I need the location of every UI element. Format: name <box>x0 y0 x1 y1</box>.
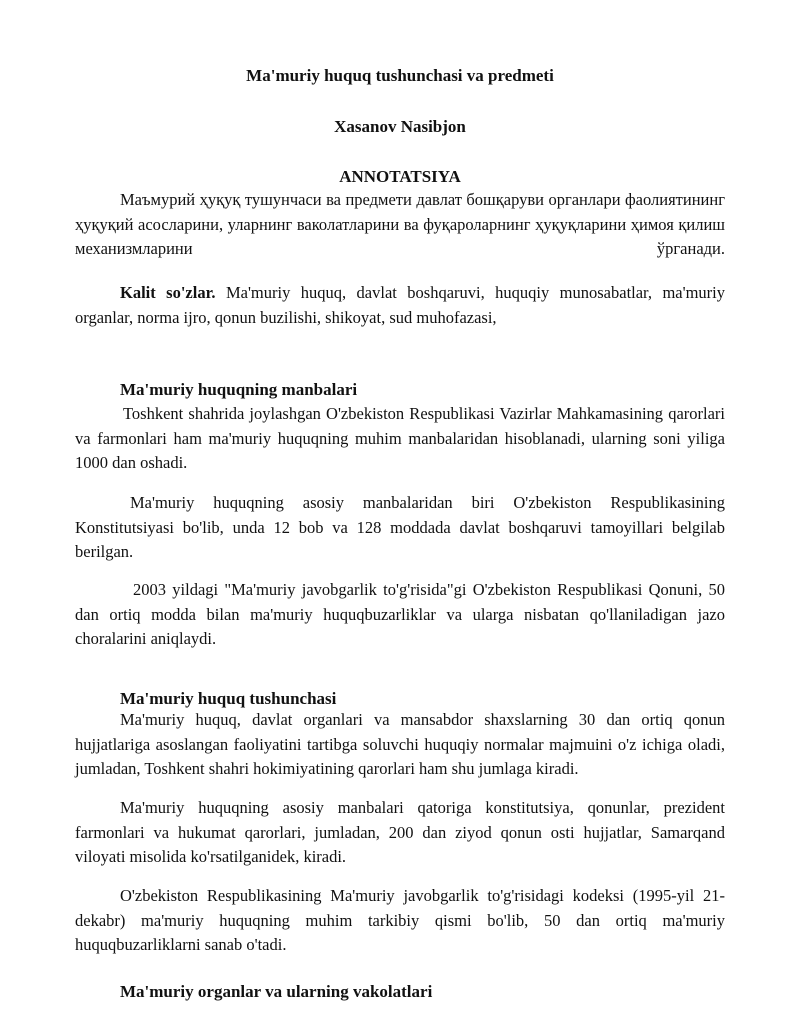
annotation-heading: ANNOTATSIYA <box>339 167 461 186</box>
document-title: Ma'muriy huquq tushunchasi va predmeti <box>246 66 554 85</box>
section-paragraph: O'zbekiston Respublikasining Ma'muriy javobgarlik to'g'risidagi kodeksi (1995-yil 21-dekabr) ma'muriy huquqning muhim tarkibiy qismi bo'lib, 50 dan ortiq ma'muriy huquqbuzarliklarni sanab o'tadi. <box>75 886 725 954</box>
section-paragraph: Toshkent shahrida joylashgan O'zbekiston Respublikasi Vazirlar Mahkamasining qarorlari va farmonlari ham ma'muriy huquqning muhim manbalaridan hisoblanadi, ularning soni yiliga 1000 dan oshadi. <box>75 404 725 472</box>
keywords-label: Kalit so'zlar. <box>120 283 216 302</box>
annotation-text: Маъмурий ҳуқуқ тушунчаси ва предмети давлат бошқаруви органлари фаолиятининг ҳуқуқий асосларини, уларнинг ваколатларини ва фуқароларнинг ҳуқуқларини ҳимоя қилиш механизмларини ўрганади. <box>75 190 725 258</box>
keywords-text: Ma'muriy huquq, davlat boshqaruvi, huquqiy munosabatlar, ma'muriy organlar, norma ijro, qonun buzilishi, shikoyat, sud muhofazasi, <box>75 283 725 327</box>
section-paragraph: Ma'muriy huquqning asosiy manbalaridan biri O'zbekiston Respublikasining Konstitutsiyasi bo'lib, unda 12 bob va 128 moddada davlat boshqaruvi tamoyillari belgilab berilgan. <box>75 493 725 561</box>
section-heading: Ma'muriy organlar va ularning vakolatlari <box>120 982 433 1001</box>
section-heading: Ma'muriy huquqning manbalari <box>120 380 358 399</box>
document-author: Xasanov Nasibjon <box>334 117 466 136</box>
keywords-paragraph <box>75 281 725 330</box>
section-paragraph: Ma'muriy huquq, davlat organlari va mansabdor shaxslarning 30 dan ortiq qonun hujjatlariga asoslangan faoliyatini tartibga soluvchi huquqiy normalar majmuini o'z ichiga oladi, jumladan, Toshkent shahri hokimiyatining qarorlari ham shu jumlaga kiradi. <box>75 710 725 778</box>
section-paragraph: Ma'muriy huquqning asosiy manbalari qatoriga konstitutsiya, qonunlar, prezident farmonlari va hukumat qarorlari, jumladan, 200 dan ziyod qonun osti hujjatlar, Samarqand viloyati misolida ko'rsatilganidek, kiradi. <box>75 798 725 866</box>
section-heading: Ma'muriy huquq tushunchasi <box>120 689 337 708</box>
section-paragraph: 2003 yildagi "Ma'muriy javobgarlik to'g'risida"gi O'zbekiston Respublikasi Qonuni, 50 dan ortiq modda bilan ma'muriy huquqbuzarliklar va ularga nisbatan qo'llaniladigan jazo choralarini aniqlaydi. <box>75 580 725 648</box>
